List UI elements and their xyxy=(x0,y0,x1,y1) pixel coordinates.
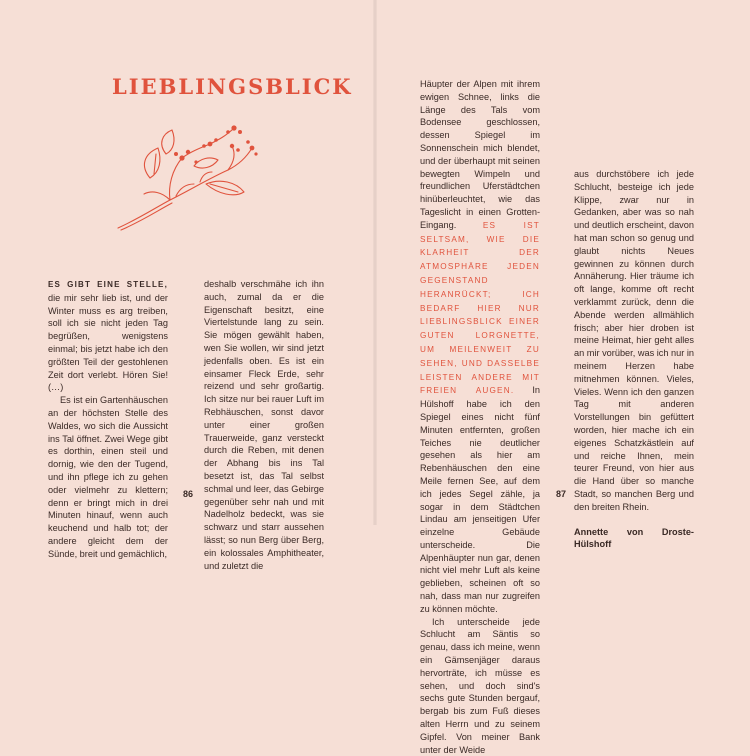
flowering-branch-icon xyxy=(110,118,260,233)
paragraph: Ich unterscheide jede Schlucht am Säntis so genau, dass ich meine, wenn ein Gämsenjäger daraus hervorträte, ich müsse es sehen, und doch sind's sechs gute Stunden bergauf, bergab bis zum Fuß dieses alten Herrn und zu seinem Gipfel. Von meiner Bank unter der Weide xyxy=(420,616,540,755)
left-column-2 xyxy=(204,278,324,572)
pull-quote: ES IST SELTSAM, WIE DIE KLARHEIT DER ATMOSPHÄRE JEDEN GEGENSTAND HERANRÜCKT; ICH BEDARF HIER NUR LIEBLINGSBLICK EINER GUTEN LORGNETTE, UM MEILENWEIT ZU SEHEN, UND DASSELBE LEISTEN ANDERE MIT FREIEN AUGEN. xyxy=(420,220,540,396)
paragraph xyxy=(420,78,540,616)
paragraph: deshalb verschmähe ich ihn auch, zumal da er die Eigenschaft besitzt, eine Viertelstunde lang zu sein. Sie mögen gewählt haben, wen Sie wollen, wir sind jetzt jedenfalls oben. Es ist ein einsamer Fleck Erde, sehr reizend und sehr großartig. Ich sitze nur bei rauer Luft im Rebhäuschen, sonst davor unter einer großen Trauerweide, ganz versteckt durch die Reben, mit denen der Abhang bis ins Tal besetzt ist, das Tal selbst schmal und leer, das Gebirge gegenüber sehr nah und mit Nadelholz bedeckt, was sie schwarz und starr aussehen lässt; so nun Berg über Berg, ein kolossales Amphitheater, und zuletzt die xyxy=(204,279,324,571)
page-title: LIEBLINGSBLICK xyxy=(112,74,353,99)
lead-smallcaps: ES GIBT EINE STELLE, xyxy=(48,280,168,289)
right-column-1 xyxy=(420,78,540,756)
left-column-1 xyxy=(48,278,168,561)
paragraph-text: die mir sehr lieb ist, und der Winter muss es arg treiben, soll ich sie nicht jeden Tag begrüßen, wenigstens einmal; bis jetzt habe ich den größten Teil der gestohlenen Zeit dort verlebt. Hören Sie! (…) xyxy=(48,292,168,393)
page-number-right: 87 xyxy=(556,489,567,499)
paragraph xyxy=(48,278,168,394)
paragraph-text: Häupter der Alpen mit ihrem ewigen Schnee, links die Länge des Tals vom Bodensee geschlossen, dessen Spiegel im Sonnenschein mich blendet, und der überhaupt mit seinen bewegten Wimpeln und freundlichen Uferstädtchen hinüberleuchtet, wie das Tageslicht in einen Grotten-Eingang. xyxy=(420,79,540,230)
left-page xyxy=(0,0,375,571)
page-number-left: 86 xyxy=(183,489,194,499)
right-column-2 xyxy=(574,168,694,551)
author-name: Annette von Droste-Hülshoff xyxy=(574,526,694,550)
paragraph: aus durchstöbere ich jede Schlucht, besteige ich jede Klippe, zwar nur in Gedanken, aber was so nah und deutlich erscheint, davon hat man schon so genug und glaubt nichts Neues gewinnen zu können durch Annäherung. Hier träume ich oft lange, komme oft recht verklammt zurück, denn die Abende werden allmählich frisch; aber hier droben ist meine Heimat, hier geht alles an mir vorüber, was ich nur in meinem Herzen habe mitnehmen können. Vieles, Vieles. Wenn ich den ganzen Tag mit anderen Vorstellungen bin gefüttert worden, hier mache ich ein eigenes Schatzkästlein auf und reiche Ihnen, mein teurer Freund, von hier aus die Hand über so manche Stadt, so manchen Berg und den breiten Rhein. xyxy=(574,169,694,512)
paragraph: Es ist ein Gartenhäuschen an der höchsten Stelle des Waldes, wo sich die Aussicht ins Tal öffnet. Zwei Wege gibt es dorthin, einen steil und dornig, wie den der Tugend, und ihn pflege ich zu gehen oder vielmehr zu klettern; denn er bringt mich in drei Minuten hinauf, wenn auch keuchend und halb tot; der andere gleicht dem der Sünde, breit und gemächlich, xyxy=(48,395,168,559)
paragraph-text: In Hülshoff habe ich den Spiegel eines nicht fünf Minuten entfernten, großen Teiches nie deutlicher gesehen als hier am Rebenhäuschen den eine Meile fernen See, auf dem ich jedes Segel zähle, ja sogar in dem Städtchen Lindau am jenseitigen Ufer einzelne Gebäude unterscheide. Die Alpenhäupter nun gar, denen nicht viel mehr Luft als keine geblieben, scheinen oft so nah, dass man nur zugreifen zu können möchte. xyxy=(420,385,540,614)
